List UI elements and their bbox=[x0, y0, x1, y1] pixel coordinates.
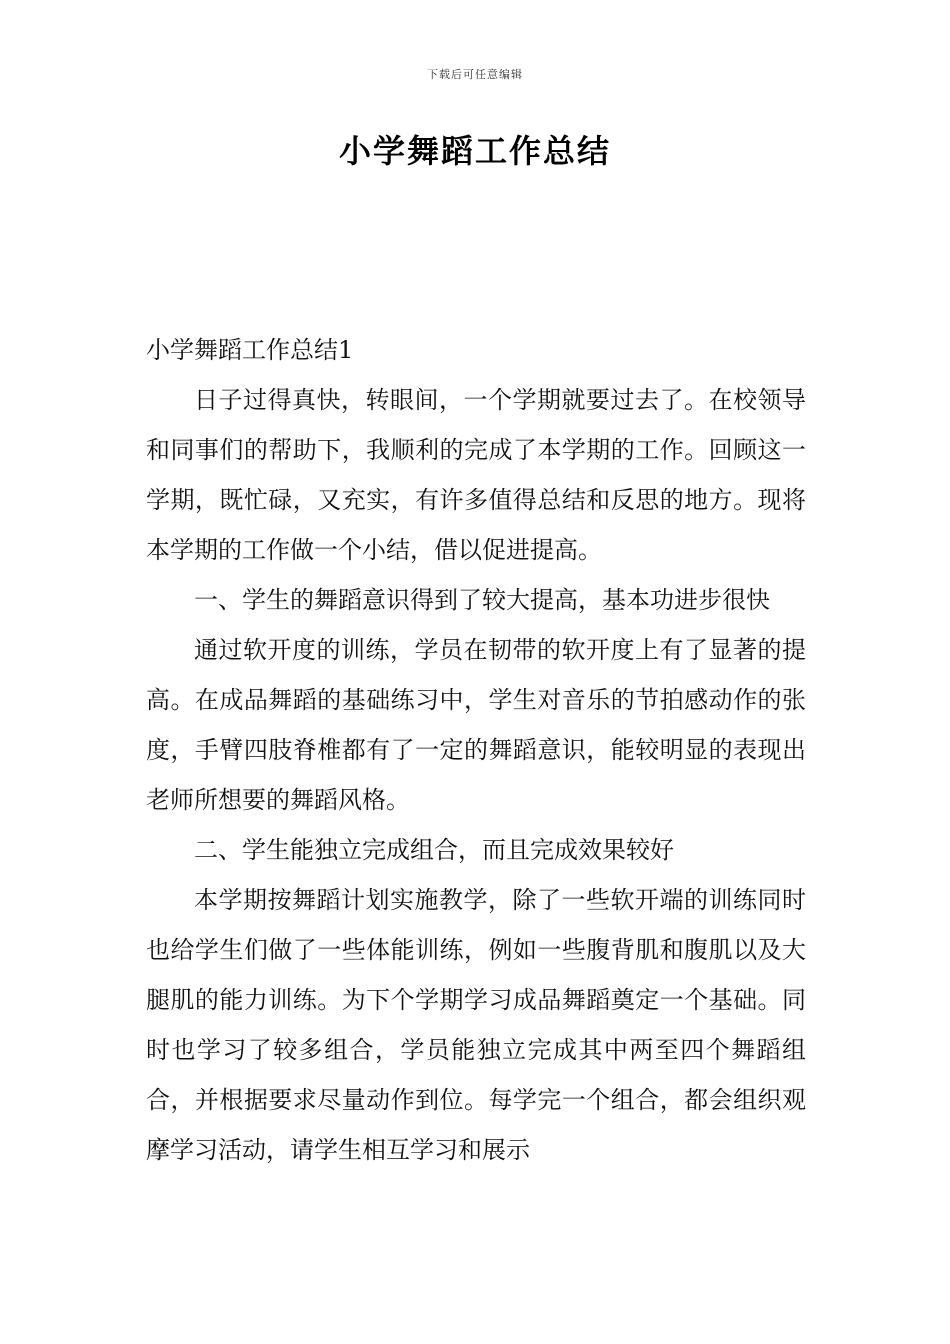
document-body bbox=[146, 325, 806, 1175]
paragraph-intro: 日子过得真快，转眼间，一个学期就要过去了。在校领导和同事们的帮助下，我顺利的完成了本学期的工作。回顾这一学期，既忙碌，又充实，有许多值得总结和反思的地方。现将本学期的工作做一个小结，借以促进提高。 bbox=[146, 386, 806, 564]
header-note: 下载后可任意编辑 bbox=[427, 68, 523, 81]
paragraph-point-one-body: 通过软开度的训练，学员在韧带的软开度上有了显著的提高。在成品舞蹈的基础练习中，学生对音乐的节拍感动作的张度，手臂四肢脊椎都有了一定的舞蹈意识，能较明显的表现出老师所想要的舞蹈风格。 bbox=[146, 636, 806, 814]
paragraph-point-two-body: 本学期按舞蹈计划实施教学，除了一些软开端的训练同时也给学生们做了一些体能训练，例如一些腹背肌和腹肌以及大腿肌的能力训练。为下个学期学习成品舞蹈奠定一个基础。同时也学习了较多组合，学员能独立完成其中两至四个舞蹈组合，并根据要求尽量动作到位。每学完一个组合，都会组织观摩学习活动，请学生相互学习和展示 bbox=[146, 886, 806, 1164]
paragraph-point-two-heading: 二、学生能独立完成组合，而且完成效果较好 bbox=[194, 836, 674, 864]
section-heading: 小学舞蹈工作总结1 bbox=[146, 336, 354, 364]
document-title: 小学舞蹈工作总结 bbox=[338, 132, 611, 170]
paragraph-point-one-heading: 一、学生的舞蹈意识得到了较大提高，基本功进步很快 bbox=[194, 586, 770, 614]
